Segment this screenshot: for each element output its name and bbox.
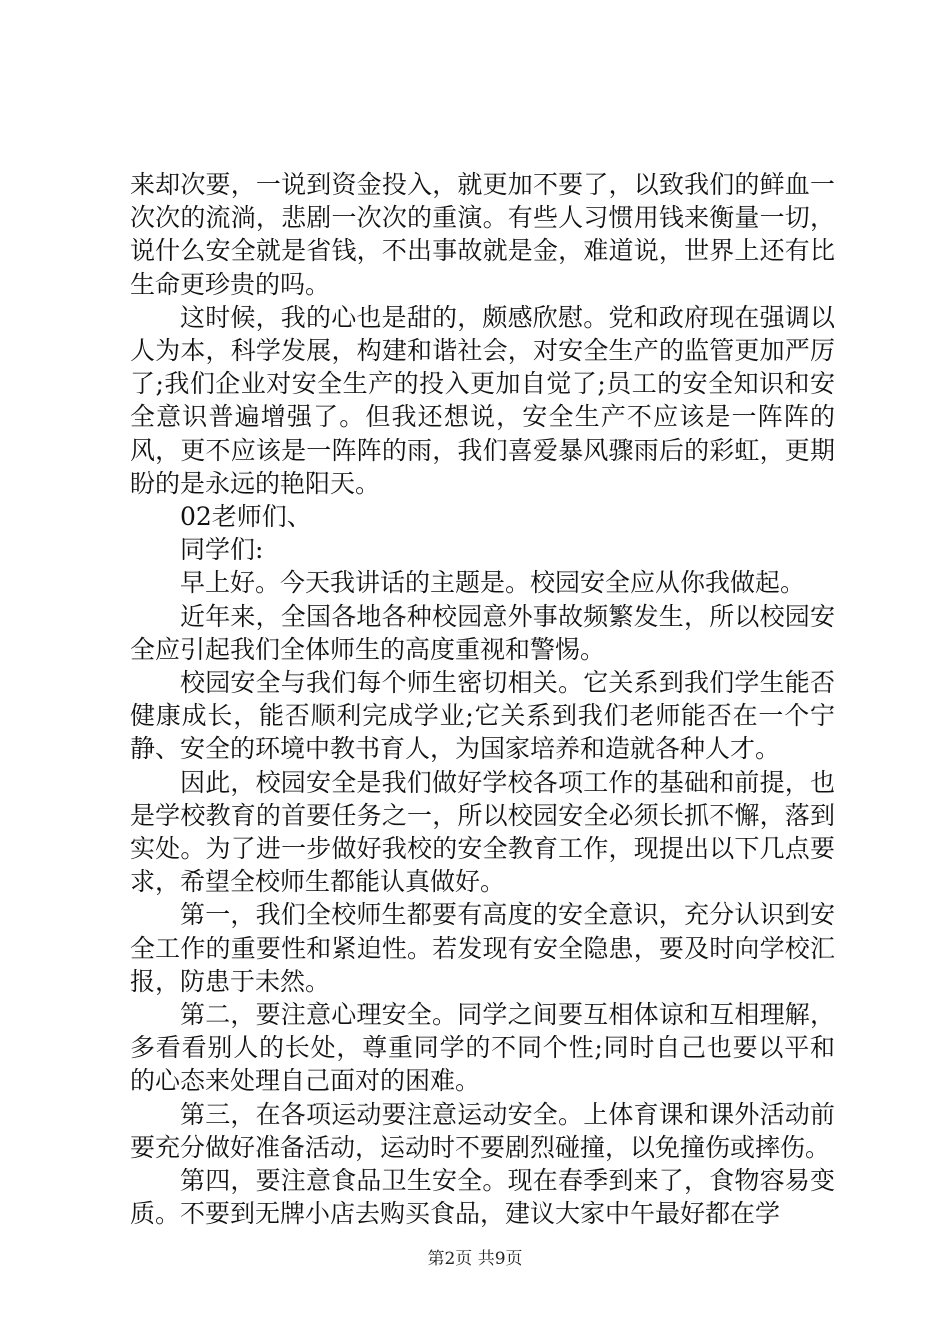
paragraph-11: 第三，在各项运动要注意运动安全。上体育课和课外活动前要充分做好准备活动，运动时不要剧烈碰撞，以免撞伤或摔伤。 [130, 1099, 835, 1162]
page-footer [0, 1244, 950, 1269]
document-body [130, 168, 835, 1231]
paragraph-1: 来却次要，一说到资金投入，就更加不要了，以致我们的鲜血一次次的流淌，悲剧一次次的重演。有些人习惯用钱来衡量一切，说什么安全就是省钱，不出事故就是金，难道说，世界上还有比生命更珍贵的吗。 [130, 170, 835, 299]
paragraph-4: 同学们: [180, 535, 264, 565]
paragraph-3: 02老师们、 [180, 502, 312, 532]
paragraph-12: 第四，要注意食品卫生安全。现在春季到来了，食物容易变质。不要到无牌小店去购买食品，建议大家中午最好都在学 [130, 1166, 835, 1229]
paragraph-2: 这时候，我的心也是甜的，颇感欣慰。党和政府现在强调以人为本，科学发展，构建和谐社会，对安全生产的监管更加严厉了;我们企业对安全生产的投入更加自觉了;员工的安全知识和安全意识普遍增强了。但我还想说，安全生产不应该是一阵阵的风，更不应该是一阵阵的雨，我们喜爱暴风骤雨后的彩虹，更期盼的是永远的艳阳天。 [130, 302, 835, 498]
paragraph-8: 因此，校园安全是我们做好学校各项工作的基础和前提，也是学校教育的首要任务之一，所以校园安全必须长抓不懈，落到实处。为了进一步做好我校的安全教育工作，现提出以下几点要求，希望全校师生都能认真做好。 [130, 767, 835, 897]
paragraph-10: 第二，要注意心理安全。同学之间要互相体谅和互相理解，多看看别人的长处，尊重同学的不同个性;同时自己也要以平和的心态来处理自己面对的困难。 [130, 1000, 835, 1096]
page-number-label: 第2页 共9页 [427, 1249, 523, 1269]
paragraph-6: 近年来，全国各地各种校园意外事故频繁发生，所以校园安全应引起我们全体师生的高度重视和警惕。 [130, 601, 835, 664]
paragraph-5: 早上好。今天我讲话的主题是。校园安全应从你我做起。 [180, 568, 806, 598]
paragraph-9: 第一，我们全校师生都要有高度的安全意识，充分认识到安全工作的重要性和紧迫性。若发现有安全隐患，要及时向学校汇报，防患于未然。 [130, 900, 835, 996]
paragraph-7: 校园安全与我们每个师生密切相关。它关系到我们学生能否健康成长，能否顺利完成学业;它关系到我们老师能否在一个宁静、安全的环境中教书育人，为国家培养和造就各种人才。 [130, 668, 835, 764]
